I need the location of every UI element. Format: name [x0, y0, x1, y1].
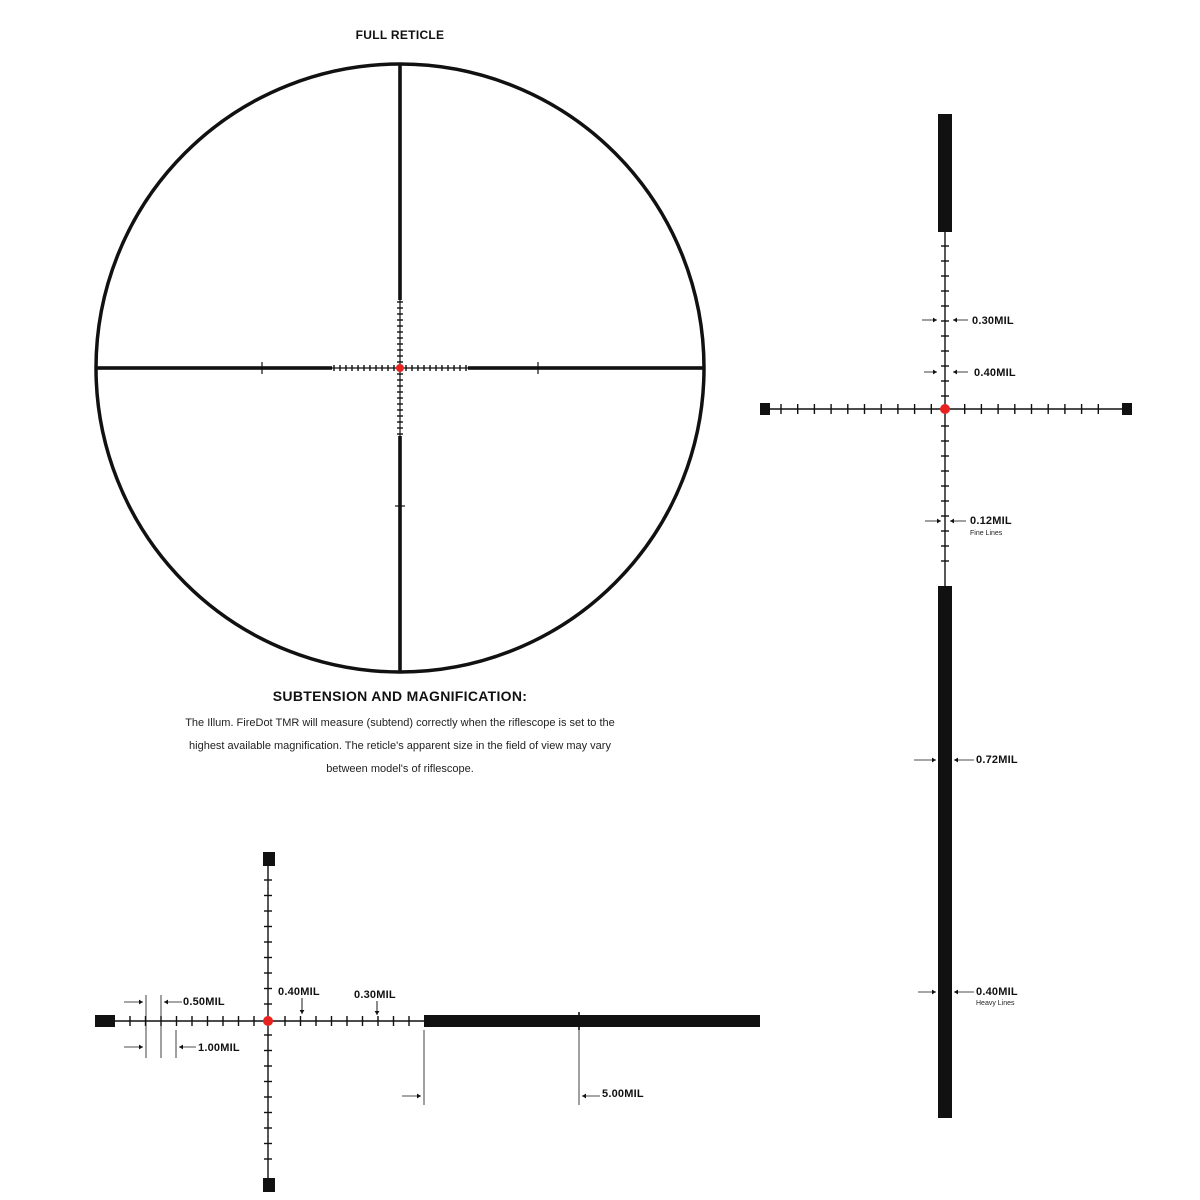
label-fine-lines: Fine Lines	[970, 530, 1003, 537]
arrow-5-00mil-right-head	[582, 1094, 586, 1099]
arrow-0-40mil-right-head	[953, 370, 957, 375]
arrow-0-30mil-horizontal-head	[375, 1011, 380, 1015]
hd-end-left	[95, 1015, 115, 1027]
subtension-heading: SUBTENSION AND MAGNIFICATION:	[272, 688, 528, 704]
arrow-0-40mil-left-head	[933, 370, 937, 375]
label-0-12mil: 0.12MIL	[970, 515, 1012, 527]
firedot-center	[396, 364, 404, 372]
arrow-1-00mil-right-head	[179, 1045, 183, 1050]
label-0-40mil-horizontal: 0.40MIL	[278, 986, 320, 998]
arrow-0-72mil-left-head	[932, 758, 936, 763]
arrow-0-40mil-heavy-left-head	[932, 990, 936, 995]
label-0-30mil-horizontal: 0.30MIL	[354, 989, 396, 1001]
arrow-0-40mil-horizontal-head	[300, 1010, 305, 1014]
horizontal-end-right	[1122, 403, 1132, 415]
label-0-72mil: 0.72MIL	[976, 754, 1018, 766]
arrow-0-30mil-left-head	[933, 318, 937, 323]
label-0-50mil: 0.50MIL	[183, 996, 225, 1008]
arrow-1-00mil-left-head	[139, 1045, 143, 1050]
hd-post-top	[263, 852, 275, 866]
horizontal-detail-view	[95, 852, 760, 1192]
arrow-5-00mil-left-head	[417, 1094, 421, 1099]
arrow-0-12mil-right-head	[950, 519, 954, 524]
diagram-title: FULL RETICLE	[355, 28, 445, 42]
vertical-post-bottom	[938, 586, 952, 1118]
label-5-00mil: 5.00MIL	[602, 1088, 644, 1100]
reticle-post-left	[96, 366, 332, 370]
firedot-horizontal-detail	[263, 1016, 273, 1026]
hd-post-bottom	[263, 1178, 275, 1192]
arrow-0-12mil-left-head	[937, 519, 941, 524]
arrow-0-50mil-left-head	[139, 1000, 143, 1005]
arrow-0-72mil-right-head	[954, 758, 958, 763]
arrow-0-40mil-heavy-right-head	[954, 990, 958, 995]
label-0-30mil-vertical: 0.30MIL	[972, 315, 1014, 327]
full-reticle-view	[96, 64, 704, 672]
label-0-40mil-vertical: 0.40MIL	[974, 367, 1016, 379]
reticle-post-right	[468, 366, 704, 370]
reticle-post-bottom	[398, 436, 402, 672]
arrow-0-50mil-right-head	[164, 1000, 168, 1005]
subtension-body: The Illum. FireDot TMR will measure (subtend) correctly when the riflescope is set to the highest available magnification. The reticle's apparent size in the field of view may vary between model's of riflescope.	[185, 717, 615, 775]
arrow-0-30mil-right-head	[953, 318, 957, 323]
vertical-detail-view	[760, 114, 1132, 1118]
vertical-post-top	[938, 114, 952, 232]
label-1-00mil: 1.00MIL	[198, 1042, 240, 1054]
firedot-vertical-detail	[940, 404, 950, 414]
reticle-post-top	[398, 64, 402, 300]
hd-heavy-bar	[424, 1015, 760, 1027]
label-heavy-lines: Heavy Lines	[976, 1000, 1015, 1007]
label-0-40mil-heavy: 0.40MIL	[976, 986, 1018, 998]
horizontal-end-left	[760, 403, 770, 415]
